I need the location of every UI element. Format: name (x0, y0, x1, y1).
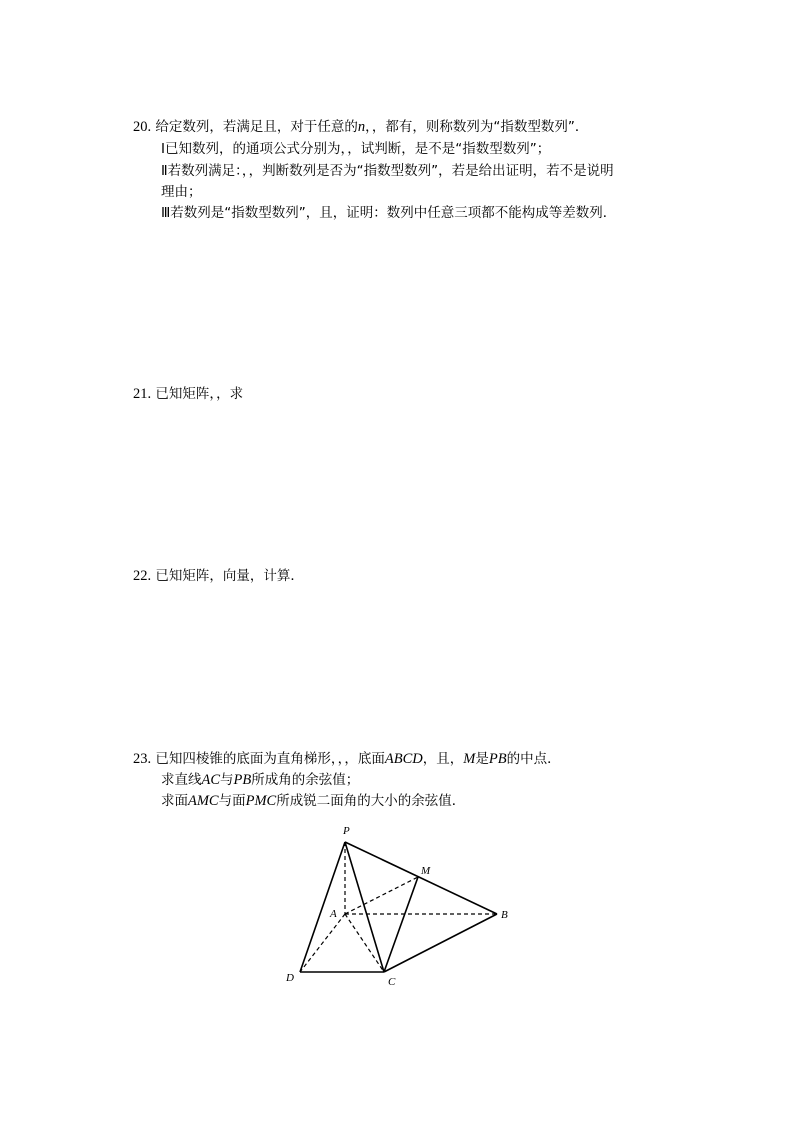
q20-part-2: Ⅱ若数列满足：，，判断数列是否为“指数型数列”，若是给出证明，若不是说明 (161, 163, 614, 179)
q23-l2-c: 所成角的余弦值； (251, 772, 360, 788)
q20-stem: 给定数列，若满足且，对于任意的 (155, 119, 358, 135)
q23-m: M (463, 751, 476, 767)
label-d: D (286, 972, 294, 984)
label-c: C (388, 976, 396, 988)
q23-l2-pb: PB (233, 772, 252, 788)
q23-text-a: 已知四棱锥的底面为直角梯形，，，底面 (155, 751, 385, 767)
label-a: A (330, 908, 337, 920)
q23-pmc: PMC (245, 793, 277, 809)
q23-pb: PB (488, 751, 507, 767)
q23-line-1 (133, 750, 561, 768)
q20-variable-n: n (357, 119, 366, 135)
q23-l2-a: 求直线 (161, 772, 202, 788)
edge-ac (345, 914, 384, 972)
edge-pd (300, 842, 345, 972)
q20-part-1: Ⅰ已知数列，的通项公式分别为，，试判断，是不是“指数型数列”； (161, 141, 551, 157)
q22-number: 22. (133, 568, 152, 584)
pyramid-figure (280, 820, 520, 995)
q20-part-2-cont: 理由； (161, 184, 202, 200)
q23-text-b: ，且， (422, 751, 464, 767)
edge-pc (345, 842, 384, 972)
label-m: M (421, 865, 431, 877)
q21-number: 21. (133, 386, 152, 402)
q22-line (133, 567, 304, 585)
q23-l3-c: 所成锐二面角的大小的余弦值． (276, 793, 466, 809)
q23-line-3 (161, 792, 465, 810)
q23-amc: AMC (188, 793, 219, 809)
q23-line-2 (161, 771, 359, 789)
q20-part-3: Ⅲ若数列是“指数型数列”，且，证明：数列中任意三项都不能构成等差数列． (161, 205, 617, 221)
q21-line (133, 385, 243, 403)
edge-pb (345, 842, 497, 914)
q21-text: 已知矩阵，，求 (155, 386, 244, 402)
label-b: B (501, 909, 508, 921)
q23-l3-a: 求面 (161, 793, 188, 809)
edge-ad (300, 914, 345, 972)
q23-abcd: ABCD (384, 751, 423, 767)
q23-number: 23. (133, 751, 152, 767)
q23-text-c: 是 (475, 751, 489, 767)
q22-text: 已知矩阵，向量，计算． (155, 568, 304, 584)
q23-l3-b: 与面 (218, 793, 246, 809)
q20-line-1 (133, 118, 588, 136)
label-p: P (343, 825, 350, 837)
q20-stem-tail: ，，都有，则称数列为“指数型数列”． (365, 119, 589, 135)
q20-number: 20. (133, 119, 152, 135)
q23-ac: AC (201, 772, 221, 788)
q23-text-d: 的中点． (506, 751, 561, 767)
q23-l2-b: 与 (220, 772, 234, 788)
